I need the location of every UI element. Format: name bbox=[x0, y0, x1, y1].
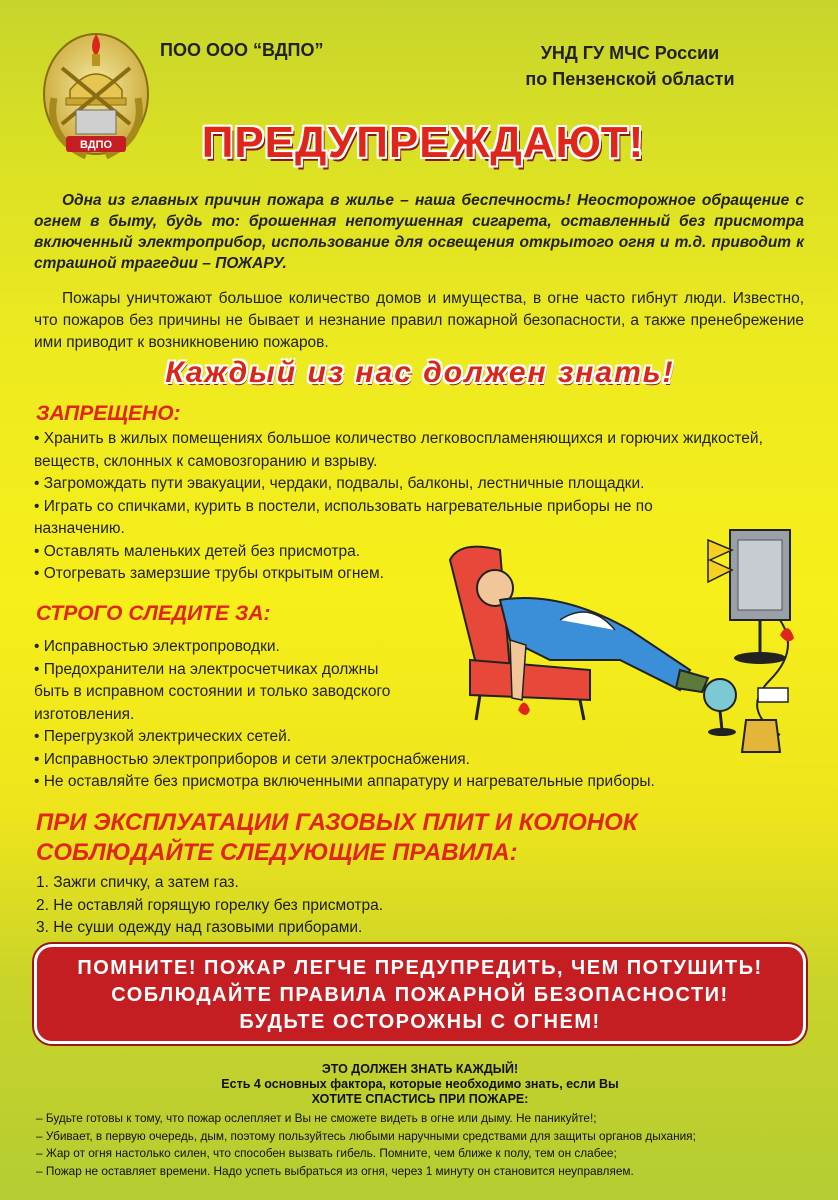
poster-headline: ПРЕДУПРЕЖДАЮТ! bbox=[201, 118, 645, 167]
warning-line-2: СОБЛЮДАЙТЕ ПРАВИЛА ПОЖАРНОЙ БЕЗОПАСНОСТИ! bbox=[111, 984, 729, 1006]
list-item: • Играть со спичками, курить в постели, использовать нагревательные приборы не по назначению. bbox=[34, 497, 653, 537]
gas-rules-title bbox=[36, 808, 736, 868]
sleeping-man-illustration-icon bbox=[440, 520, 810, 760]
intro-paragraph-1: Одна из главных причин пожара в жилье – наша беспечность! Неосторожное обращение с огнем в быту, будь то: брошенная непотушенная сигарета, оставленный без присмотра включенный электроприбор, использование для освещения открытого огня и т.д. приводит к страшной трагедии – ПОЖАРУ. bbox=[34, 192, 804, 272]
list-item: • Загромождать пути эвакуации, чердаки, подвалы, балконы, лестничные площадки. bbox=[34, 475, 645, 492]
list-item: – Пожар не оставляет времени. Надо успеть выбраться из огня, через 1 минуту он становится неуправляем. bbox=[36, 1163, 634, 1178]
subheadline: Каждый из нас должен знать! bbox=[165, 356, 675, 389]
warning-box bbox=[34, 944, 806, 1044]
emblem-label: ВДПО bbox=[79, 139, 113, 151]
gas-rules-title-line1: ПРИ ЭКСПЛУАТАЦИИ ГАЗОВЫХ ПЛИТ И КОЛОНОК bbox=[36, 809, 638, 836]
list-item: – Будьте готовы к тому, что пожар ослепляет и Вы не сможете видеть в огне или дыму. Не паникуйте!; bbox=[36, 1111, 597, 1125]
list-item: 2. Не оставляй горящую горелку без присмотра. bbox=[36, 896, 384, 914]
list-item: – Жар от огня настолько силен, что способен вызвать гибель. Помните, чем ближе к полу, тем он слабее; bbox=[36, 1146, 617, 1160]
org-left: ПОО ООО “ВДПО” bbox=[160, 40, 324, 60]
warning-line-3: БУДЬТЕ ОСТОРОЖНЫ С ОГНЕМ! bbox=[239, 1011, 601, 1033]
list-item: • Хранить в жилых помещениях большое количество легковоспламеняющихся и горючих жидкостей, веществ, склонных к самовозгоранию и взрыву. bbox=[34, 430, 763, 470]
org-right-line1: УНД ГУ МЧС России bbox=[540, 43, 720, 63]
list-item: • Исправностью электропроводки. bbox=[34, 638, 280, 655]
gas-rules-title-line2: СОБЛЮДАЙТЕ СЛЕДУЮЩИЕ ПРАВИЛА: bbox=[36, 839, 518, 866]
org-right-line2: по Пензенской области bbox=[525, 69, 735, 89]
list-item: • Не оставляйте без присмотра включенными аппаратуру и нагревательные приборы. bbox=[34, 773, 655, 790]
list-item: • Отогревать замерзшие трубы открытым огнем. bbox=[34, 565, 384, 582]
gas-rules-list bbox=[36, 872, 383, 940]
footer-heading bbox=[40, 1062, 800, 1107]
org-right bbox=[470, 40, 790, 92]
warning-line-1: ПОМНИТЕ! ПОЖАР ЛЕГЧЕ ПРЕДУПРЕДИТЬ, ЧЕМ ПОТУШИТЬ! bbox=[77, 957, 763, 979]
list-item: • Перегрузкой электрических сетей. bbox=[34, 728, 292, 745]
list-item: • Оставлять маленьких детей без присмотра. bbox=[34, 542, 361, 560]
forbidden-title: ЗАПРЕЩЕНО: bbox=[36, 402, 181, 425]
watch-title: СТРОГО СЛЕДИТЕ ЗА: bbox=[36, 602, 271, 625]
list-item: 3. Не суши одежду над газовыми приборами. bbox=[36, 919, 363, 936]
vdpo-emblem-icon bbox=[36, 28, 156, 168]
footer-heading-line3: ХОТИТЕ СПАСТИСЬ ПРИ ПОЖАРЕ: bbox=[311, 1092, 529, 1106]
footer-heading-line2: Есть 4 основных фактора, которые необходимо знать, если Вы bbox=[221, 1077, 619, 1091]
list-item: – Убивает, в первую очередь, дым, поэтому пользуйтесь любыми наручными средствами для защиты органов дыхания; bbox=[36, 1128, 696, 1143]
footer-list bbox=[36, 1110, 816, 1180]
footer-heading-line1: ЭТО ДОЛЖЕН ЗНАТЬ КАЖДЫЙ! bbox=[321, 1062, 519, 1076]
list-item: • Предохранители на электросчетчиках должны быть в исправном состоянии и только заводского изготовления. bbox=[34, 660, 391, 723]
list-item: 1. Зажги спичку, а затем газ. bbox=[36, 874, 239, 891]
list-item: • Исправностью электроприборов и сети электроснабжения. bbox=[34, 750, 470, 768]
intro-paragraph-2: Пожары уничтожают большое количество домов и имущества, в огне часто гибнут люди. Известно, что пожаров без причины не бывает и незнание правил пожарной безопасности, а также пренебрежение ими приводит к возникновению пожаров. bbox=[34, 290, 804, 351]
